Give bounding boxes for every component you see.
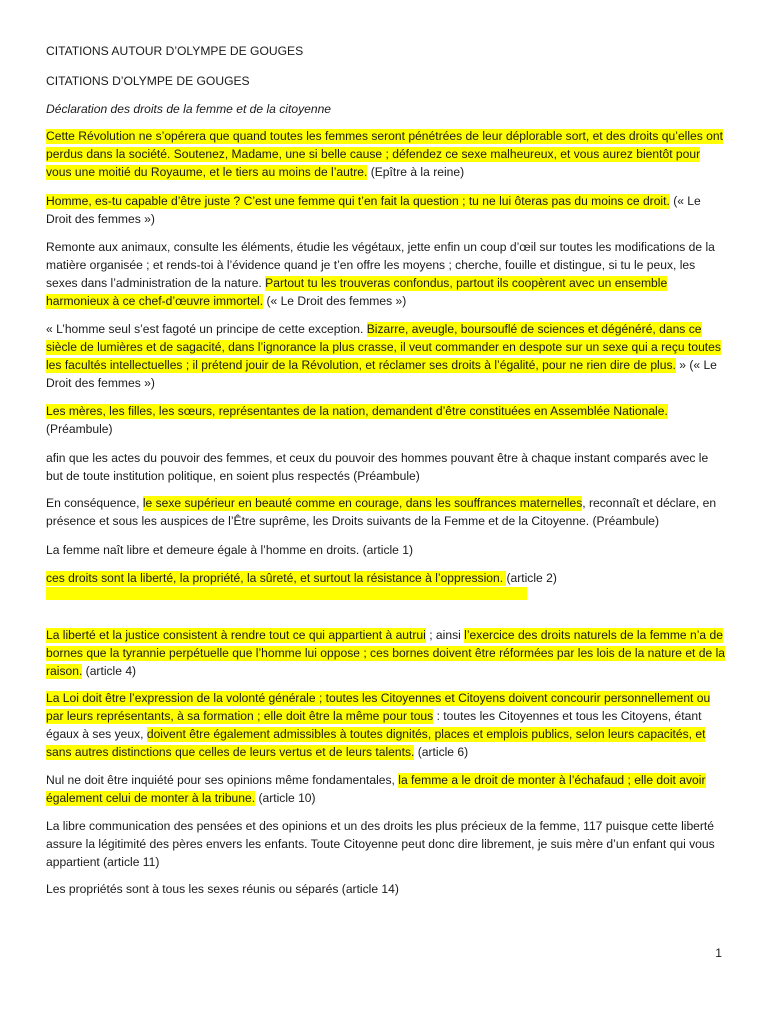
quote-paragraph: [46, 689, 726, 761]
page-number: 1: [715, 946, 722, 960]
plain-text: ; ainsi: [425, 628, 465, 642]
plain-text: (« Le Droit des femmes »): [263, 294, 407, 308]
highlighted-text: doivent être également admissibles à toutes dignités, places et emplois publics, selon leurs capacités, et sans autres distinctions que celles de leurs vertus et de leurs talents.: [46, 727, 706, 759]
plain-text: (article 4): [82, 664, 137, 678]
plain-text: : toutes les Citoyennes et tous les Citoyens, étant égaux à ses yeux,: [46, 709, 702, 741]
plain-text: (Préambule): [46, 422, 113, 436]
quote-paragraph: [46, 449, 726, 485]
quote-paragraph: [46, 880, 726, 898]
highlighted-text: La liberté et la justice consistent à rendre tout ce qui appartient à autrui: [46, 628, 426, 642]
quote-paragraph: [46, 541, 726, 559]
highlighted-text: Les mères, les filles, les sœurs, représentantes de la nation, demandent d’être constituées en Assemblée Nationale.: [46, 404, 668, 418]
quote-paragraph: [46, 320, 726, 392]
highlighted-text: Homme, es-tu capable d’être juste ? C’est une femme qui t’en fait la question ; tu ne lui ôteras pas du moins ce droit.: [46, 194, 670, 208]
plain-text: (Epître à la reine): [367, 165, 465, 179]
quote-paragraph: [46, 569, 726, 587]
quote-paragraph: [46, 494, 726, 530]
quote-paragraph: [46, 192, 726, 228]
plain-text: Les propriétés sont à tous les sexes réunis ou séparés (article 14): [46, 882, 399, 896]
plain-text: (article 10): [255, 791, 316, 805]
plain-text: (« Le Droit des femmes »): [46, 194, 701, 226]
quote-paragraph: [46, 771, 726, 807]
document-heading: CITATIONS AUTOUR D’OLYMPE DE GOUGES: [46, 44, 304, 58]
plain-text: (article 2): [506, 571, 557, 585]
plain-text: » (« Le Droit des femmes »): [46, 358, 717, 390]
highlighted-text: ces droits sont la liberté, la propriété, la sûreté, et surtout la résistance à l’oppression.: [46, 571, 507, 585]
plain-text: En conséquence,: [46, 496, 143, 510]
highlighted-text: l’exercice des droits naturels de la femme n’a de bornes que la tyrannie perpétuelle que l’homme lui oppose ; ces bornes doivent être réformées par les lois de la nature et de la raison.: [46, 628, 725, 678]
plain-text: La femme naît libre et demeure égale à l’homme en droits. (article 1): [46, 543, 414, 557]
quote-paragraph: [46, 402, 726, 438]
highlighted-text: le sexe supérieur en beauté comme en courage, dans les souffrances maternelles: [142, 496, 583, 510]
quote-paragraph: [46, 817, 726, 871]
plain-text: , reconnaît et déclare, en présence et sous les auspices de l’Être suprême, les Droits suivants de la Femme et de la Citoyenne. (Préambule): [46, 496, 717, 528]
plain-text: (article 6): [414, 745, 469, 759]
plain-text: La libre communication des pensées et des opinions et un des droits les plus précieux de la femme, 117 puisque cette liberté assure la légitimité des pères envers les enfants. Toute Citoyenne peut donc dire librement, je suis mère d’un enfant qui vous appartient (article 11): [46, 819, 715, 869]
document-subtitle: Déclaration des droits de la femme et de la citoyenne: [46, 102, 332, 116]
plain-text: Nul ne doit être inquiété pour ses opinions même fondamentales,: [46, 773, 399, 787]
highlighted-text: La Loi doit être l’expression de la volonté générale ; toutes les Citoyennes et Citoyens doivent concourir personnellement ou par leurs représentants, à sa formation ; elle doit être la même pour tous: [46, 691, 711, 723]
highlighted-text: Cette Révolution ne s’opérera que quand toutes les femmes seront pénétrées de leur déplorable sort, et des droits qu’elles ont perdus dans la société. Soutenez, Madame, une si belle cause ; défendez ce sexe malheureux, et vous aurez bientôt pour vous une moitié du Royaume, et le tiers au moins de l’autre.: [46, 129, 723, 179]
quote-paragraph: [46, 127, 726, 181]
document-subheading: CITATIONS D’OLYMPE DE GOUGES: [46, 74, 250, 88]
highlighted-text: Partout tu les trouveras confondus, partout ils coopèrent avec un ensemble harmonieux à ce chef-d’œuvre immortel.: [46, 276, 668, 308]
highlight-block: [46, 587, 527, 600]
highlighted-text: la femme a le droit de monter à l’échafaud ; elle doit avoir également celui de monter à la tribune.: [46, 773, 706, 805]
plain-text: Remonte aux animaux, consulte les éléments, étudie les végétaux, jette enfin un coup d’œil sur toutes les modifications de la matière organisée ; et rends-toi à l’évidence quand je t’en offre les moyens ; cherche, fouille et distingue, si tu le peux, les sexes dans l’administration de la nature.: [46, 240, 715, 290]
plain-text: « L’homme seul s’est fagoté un principe de cette exception.: [46, 322, 367, 336]
highlighted-text: Bizarre, aveugle, boursouflé de sciences et dégénéré, dans ce siècle de lumières et de sagacité, dans l’ignorance la plus crasse, il veut commander en despote sur un sexe qui a reçu toutes les facultés intellectuelles ; il prétend jouir de la Révolution, et réclamer ses droits à l’égalité, pour ne rien dire de plus.: [46, 322, 721, 372]
quote-paragraph: [46, 626, 726, 680]
quote-paragraph: [46, 238, 726, 310]
plain-text: afin que les actes du pouvoir des femmes, et ceux du pouvoir des hommes pouvant être à chaque instant comparés avec le but de toute institution politique, en soient plus respectés (Préambule): [46, 451, 709, 483]
